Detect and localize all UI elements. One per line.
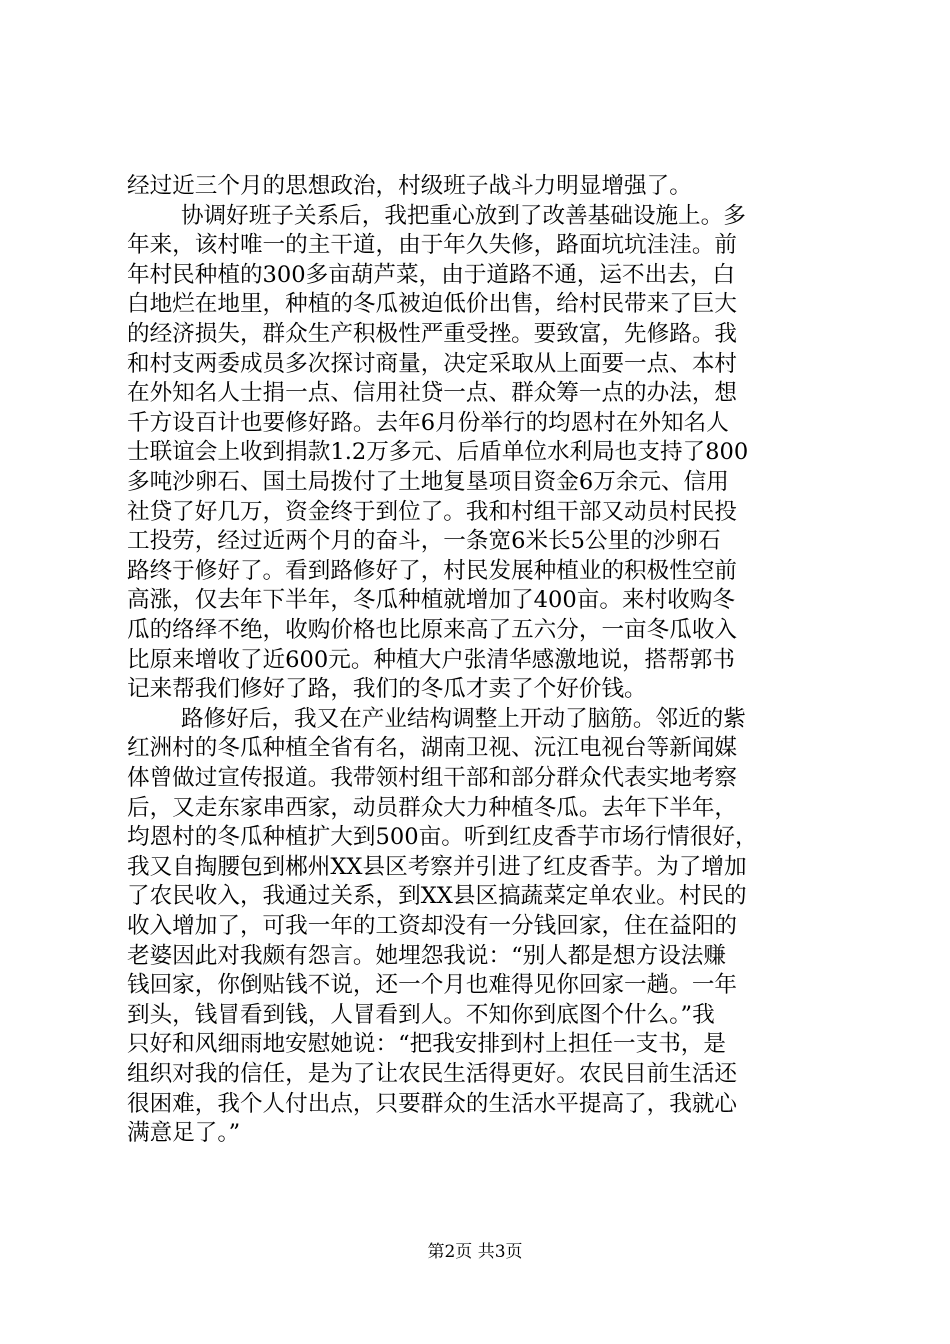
text-line: 多吨沙卵石、国土局拨付了土地复垦项目资金6万余元、信用 — [127, 469, 729, 495]
text-line: 年村民种植的300多亩葫芦菜，由于道路不通，运不出去，白 — [127, 262, 735, 288]
text-line: 满意足了。” — [127, 1120, 241, 1146]
text-line: 白地烂在地里，种植的冬瓜被迫低价出售，给村民带来了巨大 — [127, 291, 738, 317]
text-line: 士联谊会上收到捐款1.2万多元、后盾单位水利局也支持了800 — [127, 439, 749, 465]
text-line: 到头，钱冒看到钱，人冒看到人。不知你到底图个什么。”我 — [127, 1002, 715, 1028]
text-line: 路终于修好了。看到路修好了，村民发展种植业的积极性空前 — [127, 558, 738, 584]
text-line: 瓜的络绎不绝，收购价格也比原来高了五六分，一亩冬瓜收入 — [127, 617, 738, 643]
text-line: 红洲村的冬瓜种植全省有名，湖南卫视、沅江电视台等新闻媒 — [127, 735, 738, 761]
text-line: 了农民收入，我通过关系，到XX县区搞蔬菜定单农业。村民的 — [127, 883, 747, 909]
text-line: 老婆因此对我颇有怨言。她埋怨我说：“别人都是想方设法赚 — [127, 943, 726, 969]
text-line: 经过近三个月的思想政治，村级班子战斗力明显增强了。 — [127, 173, 692, 199]
text-line: 高涨，仅去年下半年，冬瓜种植就增加了400亩。来村收购冬 — [127, 587, 735, 613]
text-line: 很困难，我个人付出点，只要群众的生活水平提高了，我就心 — [127, 1091, 738, 1117]
text-line: 比原来增收了近600元。种植大户张清华感激地说，搭帮郭书 — [127, 647, 735, 673]
text-line: 在外知名人士捐一点、信用社贷一点、群众筹一点的办法，想 — [127, 380, 738, 406]
text-line: 社贷了好几万，资金终于到位了。我和村组干部又动员村民投 — [127, 499, 738, 525]
text-line: 体曾做过宣传报道。我带领村组干部和部分群众代表实地考察 — [127, 765, 738, 791]
text-line: 只好和风细雨地安慰她说：“把我安排到村上担任一支书，是 — [127, 1031, 726, 1057]
text-line: 年来，该村唯一的主干道，由于年久失修，路面坑坑洼洼。前 — [127, 232, 738, 258]
text-line: 组织对我的信任，是为了让农民生活得更好。农民目前生活还 — [127, 1061, 738, 1087]
text-line: 钱回家，你倒贴钱不说，还一个月也难得见你回家一趟。一年 — [127, 972, 738, 998]
text-line: 协调好班子关系后，我把重心放到了改善基础设施上。多 — [181, 203, 746, 229]
text-line: 路修好后，我又在产业结构调整上开动了脑筋。邻近的紫 — [181, 706, 746, 732]
text-line: 后，又走东家串西家，动员群众大力种植冬瓜。去年下半年， — [127, 795, 738, 821]
text-line: 工投劳，经过近两个月的奋斗，一条宽6米长5公里的沙卵石 — [127, 528, 721, 554]
text-line: 和村支两委成员多次探讨商量，决定采取从上面要一点、本村 — [127, 351, 738, 377]
text-line: 记来帮我们修好了路，我们的冬瓜才卖了个好价钱。 — [127, 676, 647, 702]
page-footer: 第2页 共3页 — [427, 1242, 523, 1262]
text-line: 的经济损失，群众生产积极性严重受挫。要致富，先修路。我 — [127, 321, 738, 347]
text-line: 均恩村的冬瓜种植扩大到500亩。听到红皮香芋市场行情很好， — [127, 824, 758, 850]
text-line: 千方设百计也要修好路。去年6月份举行的均恩村在外知名人 — [127, 410, 729, 436]
text-line: 我又自掏腰包到郴州XX县区考察并引进了红皮香芋。为了增加 — [127, 854, 747, 880]
text-line: 收入增加了，可我一年的工资却没有一分钱回家，住在益阳的 — [127, 913, 738, 939]
